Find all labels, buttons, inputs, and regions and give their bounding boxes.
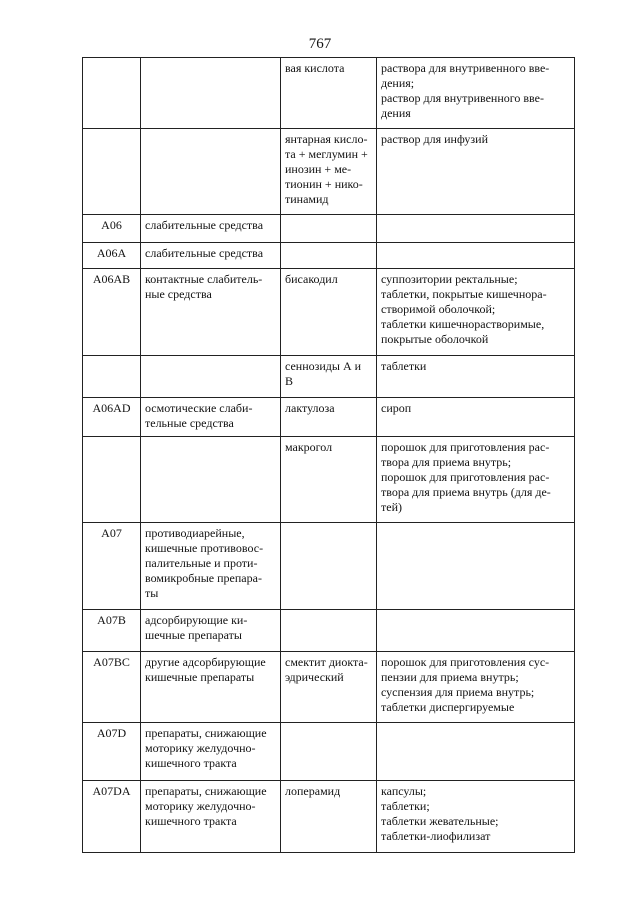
atc-code-cell: A07DA <box>83 781 141 853</box>
substance-cell <box>281 610 377 652</box>
atc-code-cell: A07D <box>83 723 141 781</box>
dosage-form-cell: капсулы; таблетки; таблетки жевательные; таблетки-лиофилизат <box>377 781 575 853</box>
atc-code-cell: A06A <box>83 243 141 269</box>
table-row <box>83 215 575 243</box>
group-name-cell: препараты, снижающие моторику желудочно- кишечного тракта <box>141 723 281 781</box>
dosage-form-cell: суппозитории ректальные; таблетки, покрытые кишечнора- створимой оболочкой; таблетки кишечнорастворимые, покрытые оболочкой <box>377 269 575 356</box>
table-row <box>83 243 575 269</box>
substance-cell: макрогол <box>281 437 377 523</box>
dosage-form-cell: раствор для инфузий <box>377 129 575 215</box>
substance-cell <box>281 215 377 243</box>
group-name-cell <box>141 129 281 215</box>
substance-cell: лоперамид <box>281 781 377 853</box>
table-row <box>83 356 575 398</box>
dosage-form-cell <box>377 523 575 610</box>
atc-code-cell: A07 <box>83 523 141 610</box>
table-row <box>83 58 575 129</box>
atc-code-cell: A06 <box>83 215 141 243</box>
page-number: 767 <box>308 36 332 52</box>
substance-cell: лактулоза <box>281 398 377 437</box>
atc-code-cell: A06AD <box>83 398 141 437</box>
atc-code-cell <box>83 437 141 523</box>
group-name-cell: другие адсорбирующие кишечные препараты <box>141 652 281 723</box>
table-row <box>83 723 575 781</box>
atc-code-cell <box>83 356 141 398</box>
group-name-cell: препараты, снижающие моторику желудочно- кишечного тракта <box>141 781 281 853</box>
table-row <box>83 398 575 437</box>
atc-code-cell: A07B <box>83 610 141 652</box>
substance-cell: янтарная кисло- та + меглумин + инозин + ме- тионин + нико- тинамид <box>281 129 377 215</box>
dosage-form-cell: сироп <box>377 398 575 437</box>
table-row <box>83 437 575 523</box>
table-row <box>83 523 575 610</box>
substance-cell <box>281 523 377 610</box>
group-name-cell <box>141 437 281 523</box>
table-row <box>83 129 575 215</box>
group-name-cell: контактные слабитель- ные средства <box>141 269 281 356</box>
group-name-cell <box>141 58 281 129</box>
atc-code-cell: A07BC <box>83 652 141 723</box>
group-name-cell: осмотические слаби- тельные средства <box>141 398 281 437</box>
dosage-form-cell: раствора для внутривенного вве- дения; раствор для внутривенного вве- дения <box>377 58 575 129</box>
substance-cell <box>281 243 377 269</box>
dosage-form-cell <box>377 215 575 243</box>
substance-cell: смектит диокта- эдрический <box>281 652 377 723</box>
dosage-form-cell <box>377 610 575 652</box>
group-name-cell: противодиарейные, кишечные противовос- палительные и проти- вомикробные препара- ты <box>141 523 281 610</box>
atc-code-cell <box>83 58 141 129</box>
dosage-form-cell <box>377 723 575 781</box>
group-name-cell <box>141 356 281 398</box>
atc-code-cell: A06AB <box>83 269 141 356</box>
table-row <box>83 781 575 853</box>
group-name-cell: адсорбирующие ки- шечные препараты <box>141 610 281 652</box>
dosage-form-cell: порошок для приготовления рас- твора для приема внутрь; порошок для приготовления рас- твора для приема внутрь (для де- тей) <box>377 437 575 523</box>
table-row <box>83 652 575 723</box>
dosage-form-cell <box>377 243 575 269</box>
substance-cell: вая кислота <box>281 58 377 129</box>
table-row <box>83 269 575 356</box>
table-row <box>83 610 575 652</box>
dosage-form-cell: таблетки <box>377 356 575 398</box>
substance-cell: сеннозиды А и В <box>281 356 377 398</box>
dosage-form-cell: порошок для приготовления сус- пензии для приема внутрь; суспензия для приема внутрь; таблетки диспергируемые <box>377 652 575 723</box>
group-name-cell: слабительные средства <box>141 243 281 269</box>
substance-cell: бисакодил <box>281 269 377 356</box>
substance-cell <box>281 723 377 781</box>
atc-code-cell <box>83 129 141 215</box>
drug-table <box>82 57 575 853</box>
group-name-cell: слабительные средства <box>141 215 281 243</box>
